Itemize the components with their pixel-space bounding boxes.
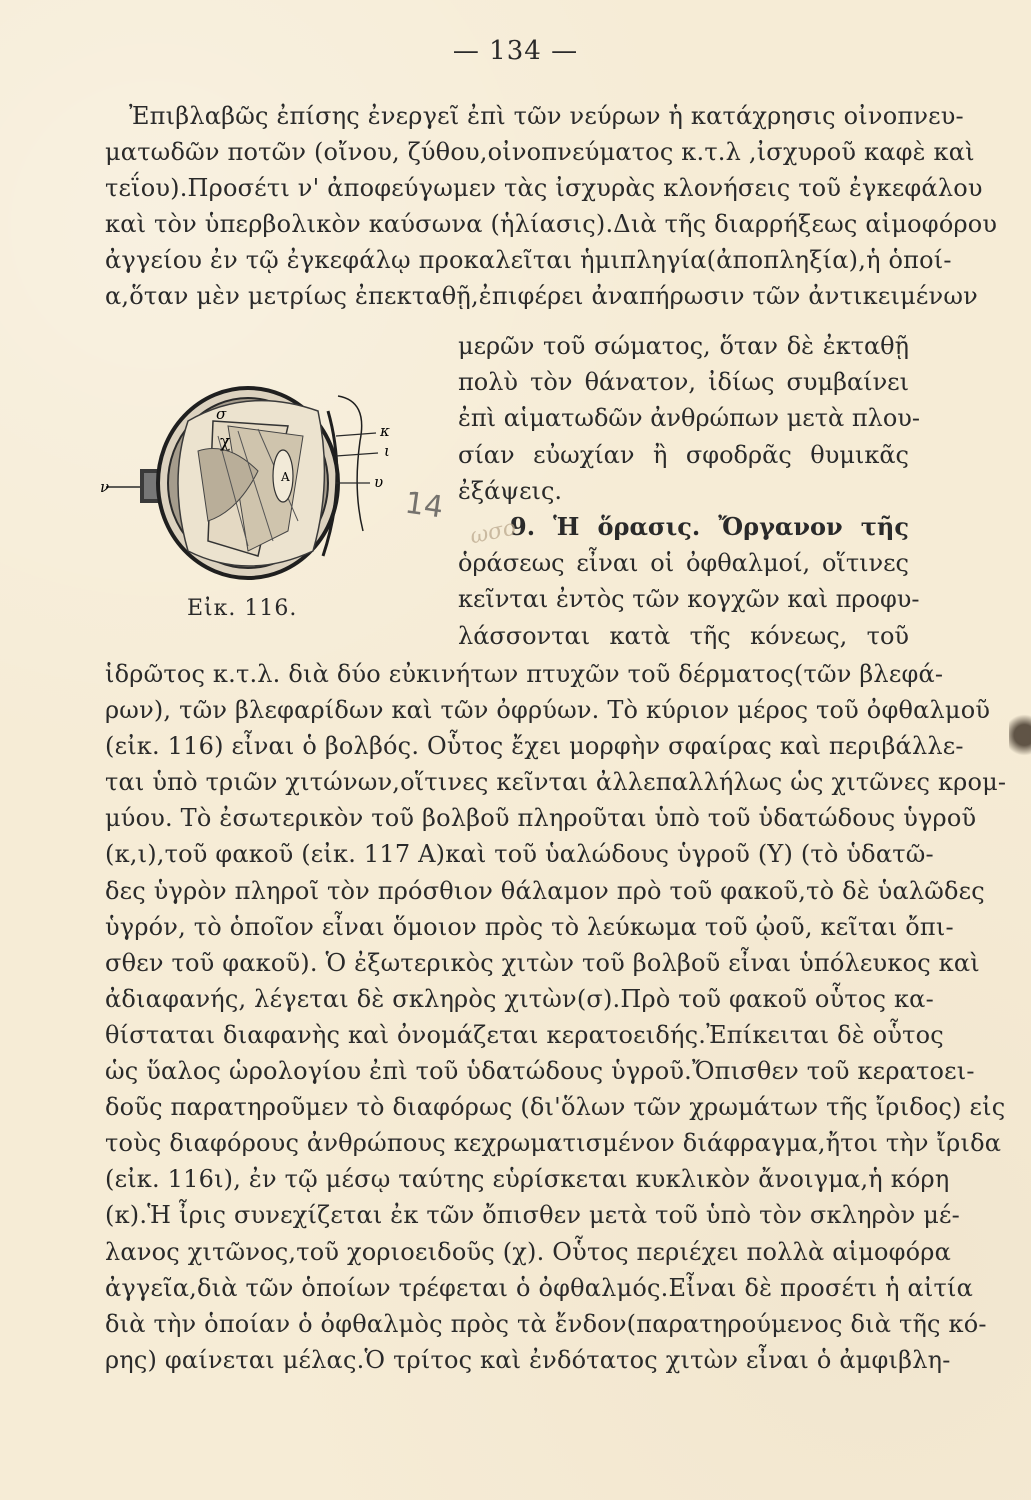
figure-caption: Εἰκ. 116. <box>187 596 298 621</box>
label-nu: ν <box>100 478 110 496</box>
text-line: ματωδῶν ποτῶν (οἴνου, ζύθου,οἰνοπνεύματος κ.τ.λ ,ἰσχυροῦ καφὲ καὶ <box>105 138 975 167</box>
label-chi: χ <box>220 432 231 452</box>
text-line: σθεν τοῦ φακοῦ). Ὁ ἐξωτερικὸς χιτὼν τοῦ βολβοῦ εἶναι ὑπόλευκος καὶ <box>105 948 980 977</box>
label-iota: ι <box>384 442 390 460</box>
paragraph-top <box>105 98 998 315</box>
label-kappa: κ <box>380 422 390 440</box>
text-line: θίσταται διαφανὴς καὶ ὀνομάζεται κερατοειδής.Ἐπίκειται δὲ οὗτος <box>105 1020 944 1049</box>
text-line: ὡς ὕαλος ὡρολογίου ἐπὶ τοῦ ὑδατώδους ὑγροῦ.Ὄπισθεν τοῦ κερατοει- <box>105 1057 975 1086</box>
text-line: πολὺ τὸν θάνατον, ἰδίως συμβαίνει <box>458 368 909 397</box>
right-column-text <box>458 328 920 654</box>
optic-nerve <box>106 469 162 503</box>
text-line: τοὺς διαφόρους ἀνθρώπους κεχρωματισμένον διάφραγμα,ἤτοι τὴν ἴριδα <box>105 1129 1002 1158</box>
text-line: ρων), τῶν βλεφαρίδων καὶ τῶν ὀφρύων. Τὸ κύριον μέρος τοῦ ὀφθαλμοῦ <box>105 696 991 725</box>
pencil-annotation: 14 <box>402 485 446 526</box>
paragraph-bottom <box>105 656 1007 1378</box>
text-line: σίαν εὐωχίαν ἢ σφοδρᾶς θυμικᾶς <box>458 440 909 469</box>
text-line: ἱδρῶτος κ.τ.λ. διὰ δύο εὐκινήτων πτυχῶν τοῦ δέρματος(τῶν βλεφά- <box>105 660 944 688</box>
text-line: Ἐπιβλαβῶς ἐπίσης ἐνεργεῖ ἐπὶ τῶν νεύρων ἡ κατάχρησις οἰνοπνευ- <box>129 102 964 130</box>
text-line: λάσσονται κατὰ τῆς κόνεως, τοῦ <box>458 621 909 650</box>
section-heading: 9. Ἡ ὅρασις. Ὄργανον τῆς <box>510 511 909 541</box>
eyeball <box>158 388 363 578</box>
text-line: ἀγγεῖα,διὰ τῶν ὁποίων τρέφεται ὁ ὀφθαλμός.Εἶναι δὲ προσέτι ἡ αἰτία <box>105 1273 974 1302</box>
label-alpha: Α <box>281 470 290 484</box>
text-line: ἐπὶ αἱματωδῶν ἀνθρώπων μετὰ πλου- <box>458 404 920 433</box>
label-upsilon: υ <box>374 473 384 491</box>
text-line: ἐξάψεις. <box>458 476 563 505</box>
text-line: κεῖνται ἐντὸς τῶν κογχῶν καὶ προφυ- <box>458 585 920 614</box>
text-line: μερῶν τοῦ σώματος, ὅταν δὲ ἐκταθῇ <box>458 332 909 360</box>
pencil-scribble: ωσο <box>467 515 519 550</box>
text-line: (κ,ι),τοῦ φακοῦ (εἰκ. 117 Α)καὶ τοῦ ὑαλώδους ὑγροῦ (Υ) (τὸ ὑδατῶ- <box>105 840 934 869</box>
text-line: ὑγρόν, τὸ ὁποῖον εἶναι ὅμοιον πρὸς τὸ λεύκωμα τοῦ ᾠοῦ, κεῖται ὄπι- <box>105 912 954 941</box>
paper-stain <box>1009 710 1031 760</box>
text-line: λανος χιτῶνος,τοῦ χοριοειδοῦς (χ). Οὗτος περιέχει πολλὰ αἱμοφόρα <box>105 1237 952 1266</box>
text-line: τεΐου).Προσέτι ν' ἀποφεύγωμεν τὰς ἰσχυρὰς κλονήσεις τοῦ ἐγκεφάλου <box>105 174 983 203</box>
text-line: δες ὑγρὸν πληροῖ τὸν πρόσθιον θάλαμον πρὸ τοῦ φακοῦ,τὸ δὲ ὑαλῶδες <box>105 876 985 905</box>
text-line: (κ).Ἡ ἶρις συνεχίζεται ἐκ τῶν ὄπισθεν μετὰ τοῦ ὑπὸ τὸν σκληρὸν μέ- <box>105 1201 960 1230</box>
text-line: (εἰκ. 116) εἶναι ὁ βολβός. Οὗτος ἔχει μορφὴν σφαίρας καὶ περιβάλλε- <box>105 732 964 761</box>
text-line: α,ὅταν μὲν μετρίως ἐπεκταθῇ,ἐπιφέρει ἀναπήρωσιν τῶν ἀντικειμένων <box>105 282 978 311</box>
text-line: ὁράσεως εἶναι οἱ ὀφθαλμοί, οἵτινες <box>458 549 909 578</box>
text-line: μύου. Τὸ ἐσωτερικὸν τοῦ βολβοῦ πληροῦται ὑπὸ τοῦ ὑδατώδους ὑγροῦ <box>105 804 977 833</box>
page-number: — 134 — <box>452 36 579 66</box>
text-line: διὰ τὴν ὁποίαν ὁ ὀφθαλμὸς πρὸς τὰ ἔνδον(παρατηρούμενος διὰ τῆς κό- <box>105 1309 987 1338</box>
text-line: καὶ τὸν ὑπερβολικὸν καύσωνα (ἡλίασις).Διὰ τῆς διαρρήξεως αἱμοφόρου <box>105 210 998 239</box>
text-line: ται ὑπὸ τριῶν χιτώνων,οἵτινες κεῖνται ἀλλεπαλλήλως ὡς χιτῶνες κρομ- <box>105 768 1007 797</box>
text-line: ρης) φαίνεται μέλας.Ὁ τρίτος καὶ ἐνδότατος χιτὼν εἶναι ὁ ἀμφιβλη- <box>105 1345 951 1374</box>
label-sigma: σ <box>216 405 227 423</box>
text-line: ἀδιαφανής, λέγεται δὲ σκληρὸς χιτὼν(σ).Πρὸ τοῦ φακοῦ οὗτος κα- <box>105 984 934 1013</box>
text-line: δοῦς παρατηροῦμεν τὸ διαφόρως (δι'ὅλων τῶν χρωμάτων τῆς ἴριδος) εἰς <box>105 1093 1006 1122</box>
eye-figure <box>98 381 403 591</box>
text-line: (εἰκ. 116ι), ἐν τῷ μέσῳ ταύτης εὑρίσκεται κυκλικὸν ἄνοιγμα,ἡ κόρη <box>105 1165 950 1194</box>
text-line: ἀγγείου ἐν τῷ ἐγκεφάλῳ προκαλεῖται ἡμιπληγία(ἀποπληξία),ἡ ὁποί- <box>105 246 952 275</box>
